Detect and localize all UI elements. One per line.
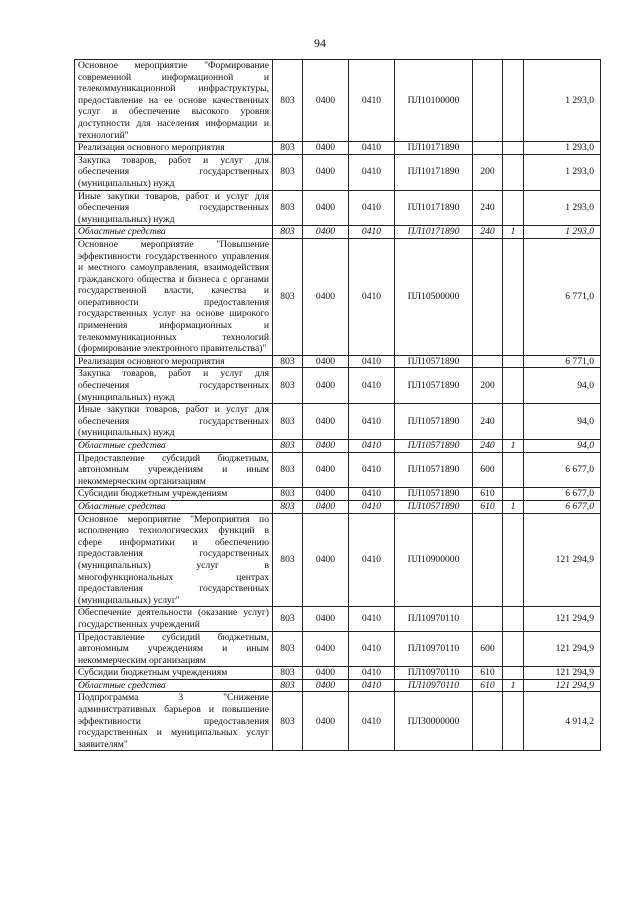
section-code: 0400 xyxy=(303,631,349,667)
section-code: 0400 xyxy=(303,607,349,631)
subsection-code: 0410 xyxy=(349,679,395,692)
subsection-code: 0410 xyxy=(349,190,395,226)
section-code: 0400 xyxy=(303,488,349,501)
funding-source-code: 1 xyxy=(503,679,524,692)
amount: 121 294,9 xyxy=(524,667,601,680)
target-article-code: ПЛ10100000 xyxy=(395,60,473,142)
expense-type-code: 240 xyxy=(473,190,503,226)
funding-source-code xyxy=(503,368,524,404)
table-row xyxy=(75,631,601,667)
row-name: Предоставление субсидий бюджетным, автономным учреждениям и иным некоммерческим организациям xyxy=(75,631,273,667)
section-code: 0400 xyxy=(303,154,349,190)
amount: 1 293,0 xyxy=(524,142,601,155)
section-code: 0400 xyxy=(303,440,349,453)
expense-type-code: 600 xyxy=(473,452,503,488)
section-code: 0400 xyxy=(303,238,349,355)
target-article-code: ПЛ10970110 xyxy=(395,679,473,692)
subsection-code: 0410 xyxy=(349,667,395,680)
row-name: Иные закупки товаров, работ и услуг для обеспечения государственных (муниципальных) нужд xyxy=(75,190,273,226)
row-name: Предоставление субсидий бюджетным, автономным учреждениям и иным некоммерческим организациям xyxy=(75,452,273,488)
target-article-code: ПЛ10571890 xyxy=(395,500,473,513)
table-row xyxy=(75,60,601,142)
admin-code: 803 xyxy=(273,60,303,142)
funding-source-code xyxy=(503,692,524,751)
expense-type-code xyxy=(473,355,503,368)
table-row xyxy=(75,404,601,440)
row-name: Областные средства xyxy=(75,440,273,453)
table-row xyxy=(75,513,601,607)
expense-type-code: 600 xyxy=(473,631,503,667)
amount: 4 914,2 xyxy=(524,692,601,751)
row-name: Областные средства xyxy=(75,679,273,692)
table-row xyxy=(75,679,601,692)
subsection-code: 0410 xyxy=(349,513,395,607)
table-row xyxy=(75,692,601,751)
admin-code: 803 xyxy=(273,667,303,680)
row-name: Субсидии бюджетным учреждениям xyxy=(75,667,273,680)
target-article-code: ПЛ10571890 xyxy=(395,488,473,501)
expense-type-code: 610 xyxy=(473,679,503,692)
expense-type-code: 610 xyxy=(473,500,503,513)
expense-type-code: 610 xyxy=(473,488,503,501)
funding-source-code xyxy=(503,607,524,631)
funding-source-code: 1 xyxy=(503,440,524,453)
target-article-code: ПЛ10970110 xyxy=(395,631,473,667)
subsection-code: 0410 xyxy=(349,692,395,751)
table-row xyxy=(75,452,601,488)
amount: 6 771,0 xyxy=(524,355,601,368)
amount: 94,0 xyxy=(524,368,601,404)
section-code: 0400 xyxy=(303,60,349,142)
funding-source-code xyxy=(503,631,524,667)
admin-code: 803 xyxy=(273,500,303,513)
row-name: Областные средства xyxy=(75,226,273,239)
admin-code: 803 xyxy=(273,631,303,667)
subsection-code: 0410 xyxy=(349,500,395,513)
amount: 1 293,0 xyxy=(524,154,601,190)
target-article-code: ПЛ10171890 xyxy=(395,142,473,155)
target-article-code: ПЛ10571890 xyxy=(395,368,473,404)
expense-type-code: 200 xyxy=(473,154,503,190)
expense-type-code: 240 xyxy=(473,440,503,453)
section-code: 0400 xyxy=(303,355,349,368)
target-article-code: ПЛ30000000 xyxy=(395,692,473,751)
expense-type-code: 200 xyxy=(473,368,503,404)
subsection-code: 0410 xyxy=(349,452,395,488)
admin-code: 803 xyxy=(273,404,303,440)
target-article-code: ПЛ10171890 xyxy=(395,154,473,190)
admin-code: 803 xyxy=(273,226,303,239)
admin-code: 803 xyxy=(273,190,303,226)
section-code: 0400 xyxy=(303,667,349,680)
amount: 6 677,0 xyxy=(524,452,601,488)
subsection-code: 0410 xyxy=(349,607,395,631)
row-name: Реализация основного мероприятия xyxy=(75,355,273,368)
target-article-code: ПЛ10571890 xyxy=(395,355,473,368)
section-code: 0400 xyxy=(303,404,349,440)
amount: 94,0 xyxy=(524,404,601,440)
subsection-code: 0410 xyxy=(349,355,395,368)
amount: 121 294,9 xyxy=(524,631,601,667)
target-article-code: ПЛ10571890 xyxy=(395,452,473,488)
subsection-code: 0410 xyxy=(349,404,395,440)
row-name: Основное мероприятие "Повышение эффективности государственного управления и местного самоуправления, взаимодействия гражданского общества и бизнеса с органами государственной власти, качества и оперативности предоставления государственных услуг на основе широкого применения информационных и телекоммуникационных технологий (формирование электронного правительства)" xyxy=(75,238,273,355)
row-name: Областные средства xyxy=(75,500,273,513)
funding-source-code xyxy=(503,154,524,190)
table-row xyxy=(75,667,601,680)
table-row xyxy=(75,488,601,501)
page-number: 94 xyxy=(314,36,326,50)
expense-type-code xyxy=(473,238,503,355)
subsection-code: 0410 xyxy=(349,238,395,355)
funding-source-code: 1 xyxy=(503,226,524,239)
admin-code: 803 xyxy=(273,154,303,190)
admin-code: 803 xyxy=(273,488,303,501)
expense-type-code xyxy=(473,692,503,751)
subsection-code: 0410 xyxy=(349,154,395,190)
expense-type-code xyxy=(473,60,503,142)
admin-code: 803 xyxy=(273,513,303,607)
table-row xyxy=(75,226,601,239)
table-row xyxy=(75,500,601,513)
row-name: Обеспечение деятельности (оказание услуг) государственных учреждений xyxy=(75,607,273,631)
amount: 121 294,9 xyxy=(524,513,601,607)
section-code: 0400 xyxy=(303,226,349,239)
funding-source-code xyxy=(503,238,524,355)
section-code: 0400 xyxy=(303,513,349,607)
expense-type-code: 240 xyxy=(473,226,503,239)
funding-source-code xyxy=(503,452,524,488)
budget-table xyxy=(74,59,601,751)
target-article-code: ПЛ10500000 xyxy=(395,238,473,355)
amount: 121 294,9 xyxy=(524,679,601,692)
section-code: 0400 xyxy=(303,190,349,226)
expense-type-code: 240 xyxy=(473,404,503,440)
funding-source-code xyxy=(503,404,524,440)
row-name: Основное мероприятие "Мероприятия по исполнению технологических функций в сфере информатики и обеспечению предоставления государственных (муниципальных) услуг в многофункциональных центрах предоставления государственных (муниципальных) услуг" xyxy=(75,513,273,607)
section-code: 0400 xyxy=(303,692,349,751)
amount: 94,0 xyxy=(524,440,601,453)
row-name: Закупка товаров, работ и услуг для обеспечения государственных (муниципальных) нужд xyxy=(75,154,273,190)
subsection-code: 0410 xyxy=(349,631,395,667)
admin-code: 803 xyxy=(273,355,303,368)
funding-source-code xyxy=(503,355,524,368)
target-article-code: ПЛ10970110 xyxy=(395,667,473,680)
row-name: Иные закупки товаров, работ и услуг для обеспечения государственных (муниципальных) нужд xyxy=(75,404,273,440)
amount: 6 677,0 xyxy=(524,488,601,501)
admin-code: 803 xyxy=(273,440,303,453)
funding-source-code xyxy=(503,190,524,226)
target-article-code: ПЛ10171890 xyxy=(395,190,473,226)
target-article-code: ПЛ10970110 xyxy=(395,607,473,631)
admin-code: 803 xyxy=(273,452,303,488)
amount: 1 293,0 xyxy=(524,190,601,226)
funding-source-code xyxy=(503,142,524,155)
admin-code: 803 xyxy=(273,238,303,355)
row-name: Субсидии бюджетным учреждениям xyxy=(75,488,273,501)
row-name: Реализация основного мероприятия xyxy=(75,142,273,155)
table-row xyxy=(75,607,601,631)
subsection-code: 0410 xyxy=(349,226,395,239)
amount: 121 294,9 xyxy=(524,607,601,631)
funding-source-code: 1 xyxy=(503,500,524,513)
table-row xyxy=(75,154,601,190)
subsection-code: 0410 xyxy=(349,488,395,501)
expense-type-code xyxy=(473,142,503,155)
amount: 1 293,0 xyxy=(524,60,601,142)
admin-code: 803 xyxy=(273,368,303,404)
section-code: 0400 xyxy=(303,500,349,513)
table-row xyxy=(75,355,601,368)
expense-type-code xyxy=(473,513,503,607)
target-article-code: ПЛ10900000 xyxy=(395,513,473,607)
section-code: 0400 xyxy=(303,142,349,155)
amount: 6 771,0 xyxy=(524,238,601,355)
funding-source-code xyxy=(503,513,524,607)
subsection-code: 0410 xyxy=(349,142,395,155)
subsection-code: 0410 xyxy=(349,60,395,142)
section-code: 0400 xyxy=(303,368,349,404)
table-row xyxy=(75,440,601,453)
table-row xyxy=(75,142,601,155)
expense-type-code xyxy=(473,607,503,631)
table-row xyxy=(75,238,601,355)
row-name: Подпрограмма 3 "Снижение административных барьеров и повышение эффективности предоставления государственных и муниципальных услуг заявителям" xyxy=(75,692,273,751)
target-article-code: ПЛ10171890 xyxy=(395,226,473,239)
row-name: Основное мероприятие "Формирование современной информационной и телекоммуникационной инфраструктуры, предоставление на ее основе качественных услуг и обеспечение высокого уровня доступности для населения информации и технологий" xyxy=(75,60,273,142)
admin-code: 803 xyxy=(273,692,303,751)
subsection-code: 0410 xyxy=(349,440,395,453)
section-code: 0400 xyxy=(303,452,349,488)
subsection-code: 0410 xyxy=(349,368,395,404)
funding-source-code xyxy=(503,488,524,501)
funding-source-code xyxy=(503,60,524,142)
amount: 1 293,0 xyxy=(524,226,601,239)
section-code: 0400 xyxy=(303,679,349,692)
expense-type-code: 610 xyxy=(473,667,503,680)
funding-source-code xyxy=(503,667,524,680)
table-row xyxy=(75,190,601,226)
admin-code: 803 xyxy=(273,142,303,155)
row-name: Закупка товаров, работ и услуг для обеспечения государственных (муниципальных) нужд xyxy=(75,368,273,404)
target-article-code: ПЛ10571890 xyxy=(395,404,473,440)
admin-code: 803 xyxy=(273,607,303,631)
amount: 6 677,0 xyxy=(524,500,601,513)
target-article-code: ПЛ10571890 xyxy=(395,440,473,453)
table-row xyxy=(75,368,601,404)
admin-code: 803 xyxy=(273,679,303,692)
